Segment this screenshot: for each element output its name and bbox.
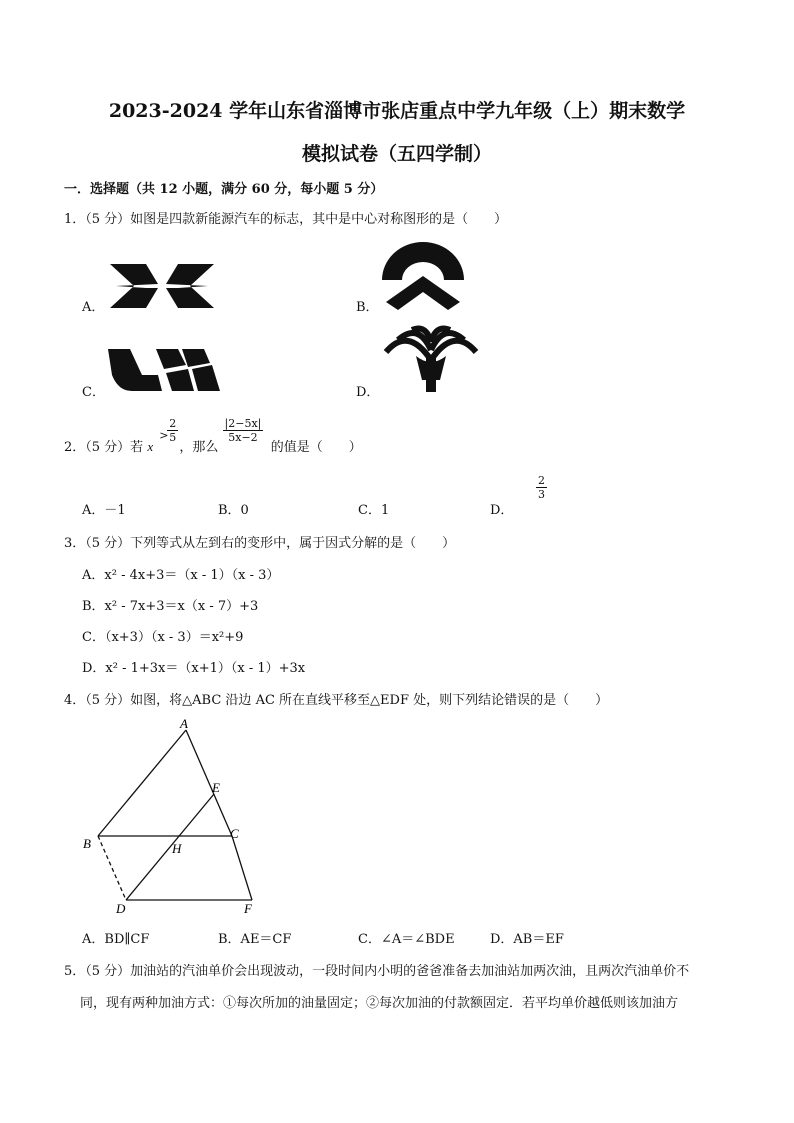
q2-option-d-numerator: 2 <box>538 474 545 487</box>
q2-option-d-denominator: 3 <box>538 488 545 501</box>
q2-option-b: B．0 <box>218 503 249 518</box>
q2-suffix: 的值是（ ） <box>270 440 362 455</box>
q3-option-b: B．x² - 7x+3＝x（x - 7）+3 <box>82 599 259 614</box>
q3-option-a: A．x² - 4x+3＝（x - 1）（x - 3） <box>82 568 280 583</box>
point-label-b: B <box>83 836 91 851</box>
q2-expression-numerator: |2−5x| <box>224 417 262 430</box>
question-4-stem: 4．（5 分）如图，将△ABC 沿边 AC 所在直线平移至△EDF 处，则下列结论错误的是（ ） <box>64 693 609 708</box>
q1-option-a-label: A． <box>82 300 105 315</box>
q2-condition-fraction <box>167 417 178 444</box>
q2-condition-numerator: 2 <box>169 417 177 430</box>
paper-title-line2: 模拟试卷（五四学制） <box>301 143 492 165</box>
point-label-a: A <box>180 716 188 731</box>
q2-option-c: C．1 <box>358 503 390 518</box>
question-5-line1: 5．（5 分）加油站的汽油单价会出现波动，一段时间内小明的爸爸准备去加油站加两次油，且两次汽油单价不 <box>64 964 690 979</box>
x-logo-icon <box>110 264 214 308</box>
q1-option-b-label: B． <box>356 300 379 315</box>
q2-mid: ，那么 <box>179 440 219 455</box>
q2-greater-than: > <box>159 429 169 442</box>
q1-option-c-label: C． <box>82 385 105 400</box>
q3-option-c: C．（x+3）（x - 3）＝x²+9 <box>82 630 244 645</box>
point-label-h: H <box>172 841 182 856</box>
q2-expression-fraction <box>223 417 264 444</box>
q4-option-b: B．AE＝CF <box>218 932 292 947</box>
q4-option-d: D．AB＝EF <box>490 932 564 947</box>
question-2-stem <box>64 417 362 455</box>
question-3-stem: 3．（5 分）下列等式从左到右的变形中，属于因式分解的是（ ） <box>64 536 456 551</box>
q2-option-d-fraction <box>536 474 547 501</box>
q2-condition-denominator: 5 <box>169 431 177 444</box>
q4-option-c: C．∠A＝∠BDE <box>358 932 455 947</box>
point-label-f: F <box>244 901 252 916</box>
q4-option-a: A．BD∥CF <box>82 932 150 947</box>
point-label-e: E <box>212 780 220 795</box>
q2-option-d: D． <box>490 503 514 518</box>
q3-option-d: D．x² - 1+3x＝（x+1）（x - 1）+3x <box>82 661 306 676</box>
fan-arches-logo-icon <box>382 320 480 392</box>
q1-option-d-label: D． <box>356 385 380 400</box>
point-label-d: D <box>116 901 126 916</box>
section-heading: 一．选择题（共 12 小题，满分 60 分，每小题 5 分） <box>64 182 384 197</box>
q2-variable-x: x <box>147 439 154 454</box>
question-1-stem: 1．（5 分）如图是四款新能源汽车的标志，其中是中心对称图形的是（ ） <box>64 212 508 227</box>
paper-title-line1: 2023-2024 学年山东省淄博市张店重点中学九年级（上）期末数学 <box>108 100 686 122</box>
question-5-line2: 同，现有两种加油方式：①每次所加的油量固定；②每次加油的付款额固定．若平均单价越低则该加油方 <box>80 996 679 1011</box>
q4-triangle-diagram <box>80 718 270 914</box>
q2-expression-denominator: 5x−2 <box>228 431 258 444</box>
slanted-blocks-logo-icon <box>108 349 220 391</box>
q2-prefix: 2．（5 分）若 <box>64 440 144 455</box>
q2-option-a: A．－1 <box>82 503 126 518</box>
arc-logo-icon <box>380 242 466 312</box>
point-label-c: C <box>230 826 239 841</box>
